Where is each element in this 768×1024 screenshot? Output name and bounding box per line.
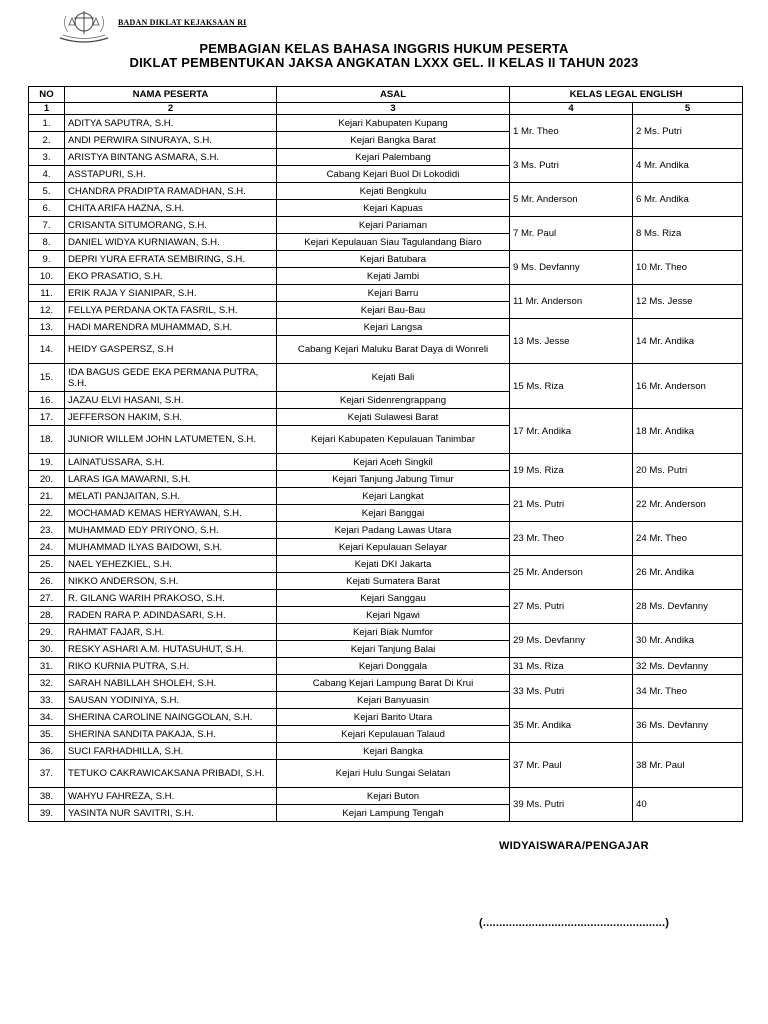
document-title bbox=[0, 42, 768, 70]
participant-name: ADITYA SAPUTRA, S.H. bbox=[65, 115, 277, 132]
class-cell: 19 Ms. Riza bbox=[510, 454, 633, 488]
class-cell: 1 Mr. Theo bbox=[510, 115, 633, 149]
class-cell: 7 Mr. Paul bbox=[510, 217, 633, 251]
participant-name: RAHMAT FAJAR, S.H. bbox=[65, 624, 277, 641]
participant-origin: Kejari Kepulauan Siau Tagulandang Biaro bbox=[277, 234, 510, 251]
participant-name: RADEN RARA P. ADINDASARI, S.H. bbox=[65, 607, 277, 624]
row-number: 17. bbox=[29, 409, 65, 426]
participant-name: CRISANTA SITUMORANG, S.H. bbox=[65, 217, 277, 234]
participant-origin: Kejati DKI Jakarta bbox=[277, 556, 510, 573]
class-cell: 21 Ms. Putri bbox=[510, 488, 633, 522]
class-cell: 4 Mr. Andika bbox=[633, 149, 743, 183]
participant-name: LAINATUSSARA, S.H. bbox=[65, 454, 277, 471]
table-row bbox=[29, 364, 743, 392]
participant-origin: Kejati Bengkulu bbox=[277, 183, 510, 200]
class-cell: 29 Ms. Devfanny bbox=[510, 624, 633, 658]
participant-name: CHITA ARIFA HAZNA, S.H. bbox=[65, 200, 277, 217]
row-number: 33. bbox=[29, 692, 65, 709]
class-cell: 23 Mr. Theo bbox=[510, 522, 633, 556]
title-line-2: DIKLAT PEMBENTUKAN JAKSA ANGKATAN LXXX GEL. II KELAS II TAHUN 2023 bbox=[129, 55, 639, 70]
participant-name: SHERINA SANDITA PAKAJA, S.H. bbox=[65, 726, 277, 743]
table-row bbox=[29, 624, 743, 641]
class-cell: 10 Mr. Theo bbox=[633, 251, 743, 285]
class-cell: 39 Ms. Putri bbox=[510, 788, 633, 822]
row-number: 27. bbox=[29, 590, 65, 607]
index-cell: 3 bbox=[277, 103, 510, 115]
participant-origin: Kejari Padang Lawas Utara bbox=[277, 522, 510, 539]
row-number: 13. bbox=[29, 319, 65, 336]
participant-name: SARAH NABILLAH SHOLEH, S.H. bbox=[65, 675, 277, 692]
participant-origin: Kejari Sidenrengrappang bbox=[277, 392, 510, 409]
participant-origin: Kejari Kepulauan Talaud bbox=[277, 726, 510, 743]
row-number: 19. bbox=[29, 454, 65, 471]
participant-name: HEIDY GASPERSZ, S.H bbox=[65, 336, 277, 364]
class-cell: 27 Ms. Putri bbox=[510, 590, 633, 624]
row-number: 14. bbox=[29, 336, 65, 364]
class-cell: 11 Mr. Anderson bbox=[510, 285, 633, 319]
participant-name: JUNIOR WILLEM JOHN LATUMETEN, S.H. bbox=[65, 426, 277, 454]
participant-name: ERIK RAJA Y SIANIPAR, S.H. bbox=[65, 285, 277, 302]
participant-origin: Kejari Bau-Bau bbox=[277, 302, 510, 319]
row-number: 30. bbox=[29, 641, 65, 658]
row-number: 3. bbox=[29, 149, 65, 166]
participant-name: YASINTA NUR SAVITRI, S.H. bbox=[65, 805, 277, 822]
class-cell: 9 Ms. Devfanny bbox=[510, 251, 633, 285]
participant-origin: Kejari Kapuas bbox=[277, 200, 510, 217]
row-number: 34. bbox=[29, 709, 65, 726]
participant-origin: Kejati Bali bbox=[277, 364, 510, 392]
class-cell: 32 Ms. Devfanny bbox=[633, 658, 743, 675]
class-cell: 8 Ms. Riza bbox=[633, 217, 743, 251]
participant-origin: Kejari Banggai bbox=[277, 505, 510, 522]
participant-origin: Kejari Kabupaten Kepulauan Tanimbar bbox=[277, 426, 510, 454]
participant-name: SHERINA CAROLINE NAINGGOLAN, S.H. bbox=[65, 709, 277, 726]
participant-origin: Kejari Langsa bbox=[277, 319, 510, 336]
table-row bbox=[29, 251, 743, 268]
table-row bbox=[29, 590, 743, 607]
class-cell: 36 Ms. Devfanny bbox=[633, 709, 743, 743]
class-cell: 20 Ms. Putri bbox=[633, 454, 743, 488]
class-cell: 17 Mr. Andika bbox=[510, 409, 633, 454]
participant-origin: Kejari Pariaman bbox=[277, 217, 510, 234]
row-number: 24. bbox=[29, 539, 65, 556]
row-number: 15. bbox=[29, 364, 65, 392]
participant-origin: Kejari Batubara bbox=[277, 251, 510, 268]
participant-origin: Kejari Donggala bbox=[277, 658, 510, 675]
signature-title: WIDYAISWARA/PENGAJAR bbox=[499, 840, 649, 852]
class-cell: 38 Mr. Paul bbox=[633, 743, 743, 788]
participant-origin: Cabang Kejari Lampung Barat Di Krui bbox=[277, 675, 510, 692]
row-number: 22. bbox=[29, 505, 65, 522]
row-number: 8. bbox=[29, 234, 65, 251]
row-number: 20. bbox=[29, 471, 65, 488]
class-cell: 13 Ms. Jesse bbox=[510, 319, 633, 364]
participant-name: MELATI PANJAITAN, S.H. bbox=[65, 488, 277, 505]
class-cell: 28 Ms. Devfanny bbox=[633, 590, 743, 624]
class-cell: 31 Ms. Riza bbox=[510, 658, 633, 675]
row-number: 26. bbox=[29, 573, 65, 590]
participant-name: FELLYA PERDANA OKTA FASRIL, S.H. bbox=[65, 302, 277, 319]
participant-name: HADI MARENDRA MUHAMMAD, S.H. bbox=[65, 319, 277, 336]
row-number: 37. bbox=[29, 760, 65, 788]
row-number: 18. bbox=[29, 426, 65, 454]
participant-origin: Kejari Barru bbox=[277, 285, 510, 302]
institution-name: BADAN DIKLAT KEJAKSAAN RI bbox=[118, 18, 247, 27]
class-cell: 2 Ms. Putri bbox=[633, 115, 743, 149]
table-row bbox=[29, 409, 743, 426]
row-number: 1. bbox=[29, 115, 65, 132]
row-number: 4. bbox=[29, 166, 65, 183]
row-number: 9. bbox=[29, 251, 65, 268]
participant-origin: Cabang Kejari Buol Di Lokodidi bbox=[277, 166, 510, 183]
row-number: 31. bbox=[29, 658, 65, 675]
class-cell: 16 Mr. Anderson bbox=[633, 364, 743, 409]
participant-origin: Kejari Hulu Sungai Selatan bbox=[277, 760, 510, 788]
class-assignment-table bbox=[28, 86, 743, 822]
class-cell: 15 Ms. Riza bbox=[510, 364, 633, 409]
participant-origin: Cabang Kejari Maluku Barat Daya di Wonreli bbox=[277, 336, 510, 364]
class-cell: 3 Ms. Putri bbox=[510, 149, 633, 183]
index-cell: 4 bbox=[510, 103, 633, 115]
participant-origin: Kejari Kepulauan Selayar bbox=[277, 539, 510, 556]
participant-name: MOCHAMAD KEMAS HERYAWAN, S.H. bbox=[65, 505, 277, 522]
class-cell: 33 Ms. Putri bbox=[510, 675, 633, 709]
participant-origin: Kejari Banyuasin bbox=[277, 692, 510, 709]
table-row bbox=[29, 217, 743, 234]
class-cell: 30 Mr. Andika bbox=[633, 624, 743, 658]
participant-origin: Kejari Barito Utara bbox=[277, 709, 510, 726]
class-cell: 14 Mr. Andika bbox=[633, 319, 743, 364]
participant-origin: Kejari Lampung Tengah bbox=[277, 805, 510, 822]
participant-origin: Kejari Tanjung Jabung Timur bbox=[277, 471, 510, 488]
class-cell: 26 Mr. Andika bbox=[633, 556, 743, 590]
participant-name: RIKO KURNIA PUTRA, S.H. bbox=[65, 658, 277, 675]
participant-origin: Kejari Langkat bbox=[277, 488, 510, 505]
row-number: 35. bbox=[29, 726, 65, 743]
participant-origin: Kejari Ngawi bbox=[277, 607, 510, 624]
index-cell: 2 bbox=[65, 103, 277, 115]
header-kelas: KELAS LEGAL ENGLISH bbox=[510, 87, 743, 103]
signature-line: (........................................................) bbox=[479, 917, 670, 929]
table-row bbox=[29, 319, 743, 336]
participant-origin: Kejati Jambi bbox=[277, 268, 510, 285]
row-number: 28. bbox=[29, 607, 65, 624]
participant-origin: Kejari Kabupaten Kupang bbox=[277, 115, 510, 132]
header-no: NO bbox=[29, 87, 65, 103]
row-number: 21. bbox=[29, 488, 65, 505]
table-row bbox=[29, 709, 743, 726]
participant-name: DEPRI YURA EFRATA SEMBIRING, S.H. bbox=[65, 251, 277, 268]
class-cell: 35 Mr. Andika bbox=[510, 709, 633, 743]
class-cell: 5 Mr. Anderson bbox=[510, 183, 633, 217]
participant-name: LARAS IGA MAWARNI, S.H. bbox=[65, 471, 277, 488]
table-row bbox=[29, 149, 743, 166]
participant-name: DANIEL WIDYA KURNIAWAN, S.H. bbox=[65, 234, 277, 251]
participant-name: SAUSAN YODINIYA, S.H. bbox=[65, 692, 277, 709]
prosecutor-emblem-icon bbox=[56, 8, 112, 44]
document-header bbox=[56, 8, 356, 44]
participant-origin: Kejari Bangka bbox=[277, 743, 510, 760]
row-number: 2. bbox=[29, 132, 65, 149]
row-number: 38. bbox=[29, 788, 65, 805]
participant-origin: Kejari Aceh Singkil bbox=[277, 454, 510, 471]
class-cell: 18 Mr. Andika bbox=[633, 409, 743, 454]
participant-name: NAEL YEHEZKIEL, S.H. bbox=[65, 556, 277, 573]
participant-origin: Kejari Bangka Barat bbox=[277, 132, 510, 149]
participant-name: EKO PRASATIO, S.H. bbox=[65, 268, 277, 285]
row-number: 6. bbox=[29, 200, 65, 217]
participant-name: MUHAMMAD EDY PRIYONO, S.H. bbox=[65, 522, 277, 539]
table-row bbox=[29, 115, 743, 132]
participant-name: ARISTYA BINTANG ASMARA, S.H. bbox=[65, 149, 277, 166]
title-line-1: PEMBAGIAN KELAS BAHASA INGGRIS HUKUM PESERTA bbox=[199, 41, 569, 56]
participant-name: ASSTAPURI, S.H. bbox=[65, 166, 277, 183]
row-number: 23. bbox=[29, 522, 65, 539]
header-nama: NAMA PESERTA bbox=[65, 87, 277, 103]
table-row bbox=[29, 183, 743, 200]
class-cell: 40 bbox=[633, 788, 743, 822]
table-row bbox=[29, 522, 743, 539]
table-row bbox=[29, 285, 743, 302]
row-number: 7. bbox=[29, 217, 65, 234]
table-row bbox=[29, 788, 743, 805]
row-number: 36. bbox=[29, 743, 65, 760]
class-cell: 22 Mr. Anderson bbox=[633, 488, 743, 522]
participant-name: SUCI FARHADHILLA, S.H. bbox=[65, 743, 277, 760]
row-number: 25. bbox=[29, 556, 65, 573]
index-cell: 1 bbox=[29, 103, 65, 115]
row-number: 10. bbox=[29, 268, 65, 285]
participant-origin: Kejati Sumatera Barat bbox=[277, 573, 510, 590]
row-number: 11. bbox=[29, 285, 65, 302]
table-row bbox=[29, 658, 743, 675]
class-cell: 37 Mr. Paul bbox=[510, 743, 633, 788]
row-number: 16. bbox=[29, 392, 65, 409]
participant-origin: Kejari Biak Numfor bbox=[277, 624, 510, 641]
participant-origin: Kejari Palembang bbox=[277, 149, 510, 166]
table-body bbox=[29, 115, 743, 822]
participant-origin: Kejari Buton bbox=[277, 788, 510, 805]
participant-name: CHANDRA PRADIPTA RAMADHAN, S.H. bbox=[65, 183, 277, 200]
participant-name: WAHYU FAHREZA, S.H. bbox=[65, 788, 277, 805]
participant-name: IDA BAGUS GEDE EKA PERMANA PUTRA, S.H. bbox=[65, 364, 277, 392]
participant-name: TETUKO CAKRAWICAKSANA PRIBADI, S.H. bbox=[65, 760, 277, 788]
participant-origin: Kejati Sulawesi Barat bbox=[277, 409, 510, 426]
table-row bbox=[29, 743, 743, 760]
class-cell: 6 Mr. Andika bbox=[633, 183, 743, 217]
header-asal: ASAL bbox=[277, 87, 510, 103]
row-number: 39. bbox=[29, 805, 65, 822]
table-row bbox=[29, 675, 743, 692]
participant-name: JAZAU ELVI HASANI, S.H. bbox=[65, 392, 277, 409]
index-cell: 5 bbox=[633, 103, 743, 115]
row-number: 29. bbox=[29, 624, 65, 641]
class-cell: 34 Mr. Theo bbox=[633, 675, 743, 709]
row-number: 12. bbox=[29, 302, 65, 319]
table-index-row bbox=[29, 103, 743, 115]
row-number: 5. bbox=[29, 183, 65, 200]
participant-name: JEFFERSON HAKIM, S.H. bbox=[65, 409, 277, 426]
participant-origin: Kejari Tanjung Balai bbox=[277, 641, 510, 658]
participant-origin: Kejari Sanggau bbox=[277, 590, 510, 607]
participant-name: MUHAMMAD ILYAS BAIDOWI, S.H. bbox=[65, 539, 277, 556]
class-cell: 25 Mr. Anderson bbox=[510, 556, 633, 590]
class-cell: 24 Mr. Theo bbox=[633, 522, 743, 556]
class-cell: 12 Ms. Jesse bbox=[633, 285, 743, 319]
table-row bbox=[29, 556, 743, 573]
participant-name: R. GILANG WARIH PRAKOSO, S.H. bbox=[65, 590, 277, 607]
table-row bbox=[29, 488, 743, 505]
row-number: 32. bbox=[29, 675, 65, 692]
participant-name: ANDI PERWIRA SINURAYA, S.H. bbox=[65, 132, 277, 149]
table-row bbox=[29, 454, 743, 471]
participant-name: RESKY ASHARI A.M. HUTASUHUT, S.H. bbox=[65, 641, 277, 658]
participant-name: NIKKO ANDERSON, S.H. bbox=[65, 573, 277, 590]
table-header-row bbox=[29, 87, 743, 103]
